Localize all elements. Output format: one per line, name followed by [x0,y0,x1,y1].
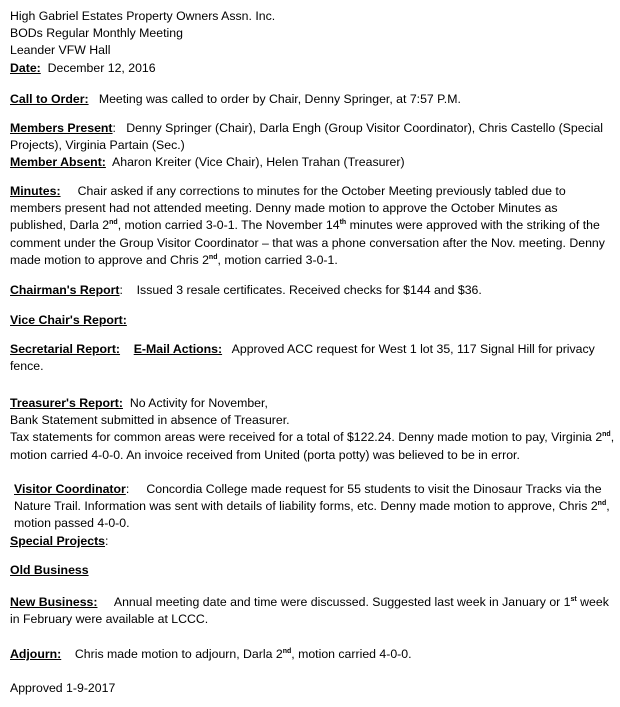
special-projects-colon: : [105,534,109,548]
treasurers-report-line-1: No Activity for November, [129,396,268,410]
call-to-order-heading: Call to Order: [10,92,89,106]
visitor-coordinator-heading: Visitor Coordinator [14,482,126,496]
date-value: December 12, 2016 [47,60,156,75]
visitor-coordinator-text-1: Concordia College made request for 55 students to visit the Dinosaur Tracks via the Nature Trail. Information was sent with details of liability forms, etc. Denny made motion to approve, Chris 2 [14,482,602,514]
old-business-section [10,562,616,579]
visitor-coordinator-text-2: , motion passed 4-0-0. [14,499,610,531]
visitor-coordinator-colon: : [125,482,130,496]
minutes-text-2: , motion carried 3-0-1. The November 14 [117,218,340,233]
date-label: Date: [10,60,41,75]
secretarial-report-text: Approved ACC request for West 1 lot 35, 117 Signal Hill for privacy fence. [10,342,595,374]
members-present-colon: : [112,121,116,135]
meeting-date [10,60,616,77]
minutes-heading: Minutes: [10,184,61,198]
chairmans-report-text: Issued 3 resale certificates. Received checks for $144 and $36. [136,283,482,297]
adjourn-text-1: Chris made motion to adjourn, Darla 2 [74,647,283,661]
visitor-coordinator-sup-1: nd [597,500,607,508]
treasurers-report-paragraph [10,429,616,463]
new-business-sup-1: st [570,595,577,603]
new-business-text-1: Annual meeting date and time were discussed. Suggested last week in January or 1 [113,595,571,609]
new-business-section [10,594,616,628]
document-header [10,8,616,77]
minutes-section [10,183,616,269]
member-absent-heading: Member Absent: [10,155,106,169]
minutes-text-4: , motion carried 3-0-1. [217,252,338,267]
call-to-order-text: Meeting was called to order by Chair, Denny Springer, at 7:57 P.M. [98,92,461,106]
minutes-sup-2: th [339,219,347,227]
minutes-sup-3: nd [208,253,218,261]
adjourn-text-2: , motion carried 4-0-0. [291,647,412,661]
minutes-text-3: minutes were approved with the striking of the comment under the Group Visitor Coordinator – that was a phone conversation after the Nov. meeting. Denny made motion to approve and Chris 2 [10,218,605,267]
treasurers-report-sup-1: nd [602,431,611,439]
chairmans-report-section [10,282,616,299]
meeting-location: Leander VFW Hall [10,43,111,58]
minutes-sup-1: nd [109,219,118,227]
treasurers-report-section [10,395,616,464]
chairmans-report-heading: Chairman's Report [10,283,120,297]
members-present-section [10,120,616,154]
treasurers-report-text-2: , motion carried 4-0-0. An invoice received from United (porta potty) was believed to be in error. [10,430,615,462]
member-absent-text: Aharon Kreiter (Vice Chair), Helen Trahan (Treasurer) [112,155,405,169]
secretarial-report-heading: Secretarial Report: [10,342,121,356]
minutes-text-1: Chair asked if any corrections to minutes for the October Meeting previously tabled due to members present had not attended meeting. Denny made motion to approve the October Minutes as published, Darla 2 [10,184,566,233]
treasurers-report-first-line [10,395,616,412]
org-name: High Gabriel Estates Property Owners Assn. Inc. [10,9,276,23]
special-projects-heading: Special Projects [10,534,106,548]
vice-chairs-report-heading: Vice Chair's Report: [10,313,127,327]
secretarial-report-section [10,341,616,375]
member-absent-section [10,154,616,171]
vice-chairs-report-section [10,312,616,329]
email-actions-heading: E-Mail Actions: [133,342,223,356]
call-to-order-section [10,91,616,108]
adjourn-sup-1: nd [282,647,292,655]
adjourn-heading: Adjourn: [10,647,62,661]
members-present-heading: Members Present [10,121,113,135]
treasurers-report-heading: Treasurer's Report: [10,396,123,410]
treasurers-report-text-1: Tax statements for common areas were received for a total of $122.24. Denny made motion to pay, Virginia 2 [10,430,603,445]
treasurers-report-line-2: Bank Statement submitted in absence of Treasurer. [10,413,290,428]
new-business-heading: New Business: [10,595,98,609]
visitor-coordinator-section [14,481,616,533]
chairmans-report-colon: : [119,283,123,297]
approved-line: Approved 1-9-2017 [10,681,116,695]
old-business-heading: Old Business [10,563,89,577]
meeting-name: BODs Regular Monthly Meeting [10,26,183,41]
adjourn-section [10,646,616,663]
members-present-text: Denny Springer (Chair), Darla Engh (Group Visitor Coordinator), Chris Castello (Special Projects), Virginia Partain (Sec.) [10,121,604,153]
new-business-text-2: week in February were available at LCCC. [10,595,609,627]
special-projects-section [10,533,616,550]
